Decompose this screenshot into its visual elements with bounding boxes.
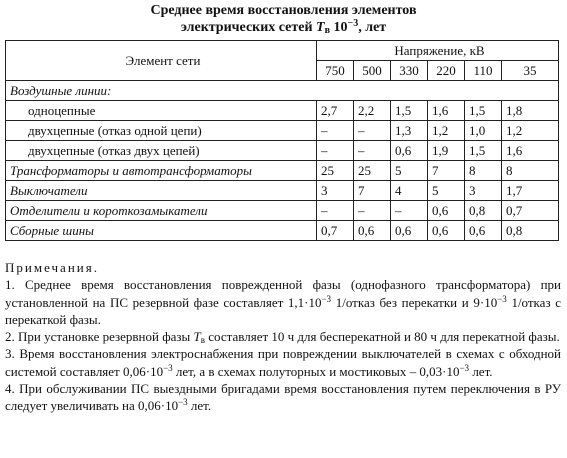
table-cell: –	[317, 141, 354, 161]
table-cell: –	[354, 201, 391, 221]
row-label: двухцепные (отказ одной цепи)	[6, 121, 317, 141]
table-row	[6, 161, 559, 181]
table-cell: 1,7	[502, 181, 559, 201]
table-row	[6, 101, 559, 121]
table-cell: –	[317, 121, 354, 141]
note-2: 2. При установке резервной фазы $T_в$ составляет 10 ч для бесперекатной и 80 ч для перекатной фазы.	[5, 329, 560, 346]
table-cell: 1,5	[391, 101, 428, 121]
table-cell: –	[317, 201, 354, 221]
table-cell: 0,8	[465, 201, 502, 221]
voltage-header-110: 110	[465, 61, 502, 81]
table-cell: 0,6	[465, 221, 502, 241]
row-label: Отделители и короткозамыкатели	[6, 201, 317, 221]
table-cell: 5	[391, 161, 428, 181]
table-cell: 2,2	[354, 101, 391, 121]
document-title	[0, 2, 567, 36]
notes-section	[5, 259, 561, 415]
table-cell: 25	[317, 161, 354, 181]
table-cell: 2,7	[317, 101, 354, 121]
table-cell: 25	[354, 161, 391, 181]
table-cell: 0,8	[502, 221, 559, 241]
table-cell: 1,3	[391, 121, 428, 141]
table-cell: 5	[428, 181, 465, 201]
note-4: 4. При обслуживании ПС выездными бригадами время восстановления путем переключения в РУ следует увеличивать на $0,06\cdot 10^{-3}$ лет.	[5, 381, 561, 414]
voltage-header-35: 35	[502, 61, 559, 81]
table-cell: 1,2	[428, 121, 465, 141]
table-cell: 1,5	[465, 141, 502, 161]
table-cell: –	[391, 201, 428, 221]
table-row	[6, 201, 559, 221]
table-row	[6, 221, 559, 241]
voltage-header-220: 220	[428, 61, 465, 81]
table-cell: 0,6	[428, 201, 465, 221]
table-row	[6, 81, 559, 101]
table-cell: –	[354, 121, 391, 141]
title-line-2: электрических сетей $T_в$ $10^{-3}$, лет	[180, 18, 387, 36]
table-cell: 1,2	[502, 121, 559, 141]
table-row	[6, 181, 559, 201]
row-label: Выключатели	[6, 181, 317, 201]
row-label: Трансформаторы и автотрансформаторы	[6, 161, 317, 181]
table-cell: 1,0	[465, 121, 502, 141]
table-cell: 0,6	[391, 141, 428, 161]
table-cell: 8	[465, 161, 502, 181]
voltage-header-500: 500	[354, 61, 391, 81]
table-cell: 1,6	[428, 101, 465, 121]
table-cell: 7	[354, 181, 391, 201]
table-row	[6, 141, 559, 161]
recovery-time-table	[5, 40, 559, 241]
table-cell: 0,7	[502, 201, 559, 221]
row-label: одноцепные	[6, 101, 317, 121]
voltage-header-330: 330	[391, 61, 428, 81]
title-line-1: Среднее время восстановления элементов	[150, 3, 417, 18]
table-cell: –	[354, 141, 391, 161]
table-row	[6, 121, 559, 141]
voltage-header-750: 750	[317, 61, 354, 81]
table-cell: 0,6	[391, 221, 428, 241]
table-cell: 8	[502, 161, 559, 181]
column-header-voltage: Напряжение, кВ	[317, 41, 559, 61]
table-cell: 3	[317, 181, 354, 201]
table-cell: 7	[428, 161, 465, 181]
note-3: 3. Время восстановления электроснабжения при повреждении выключателей в схемах с обходной системой составляет $0,06\cdot 10^{-3}$ лет, а в схемах полуторных и мостиковых – $0,03\cdot 10^{-3}$ лет.	[5, 346, 561, 379]
row-label: двухцепные (отказ двух цепей)	[6, 141, 317, 161]
table-cell: 4	[391, 181, 428, 201]
table-cell: 1,9	[428, 141, 465, 161]
table-cell: 1,8	[502, 101, 559, 121]
row-label: Воздушные линии:	[6, 81, 559, 101]
table-cell: 1,5	[465, 101, 502, 121]
table-body	[6, 81, 559, 241]
note-1: 1. Среднее время восстановления поврежденной фазы (однофазного трансформатора) при установленной на ПС резервной фазе составляет $1,1\cdot 10^{-3}$ 1/отказ без перекатки и $9\cdot 10^{-3}$ 1/отказ с перекаткой фазы.	[5, 277, 561, 327]
table-cell: 0,6	[428, 221, 465, 241]
row-label: Сборные шины	[6, 221, 317, 241]
table-cell: 0,6	[354, 221, 391, 241]
table-cell: 0,7	[317, 221, 354, 241]
table-cell: 3	[465, 181, 502, 201]
column-header-element: Элемент сети	[6, 41, 317, 81]
notes-heading: Примечания.	[5, 260, 99, 275]
table-cell: 1,6	[502, 141, 559, 161]
